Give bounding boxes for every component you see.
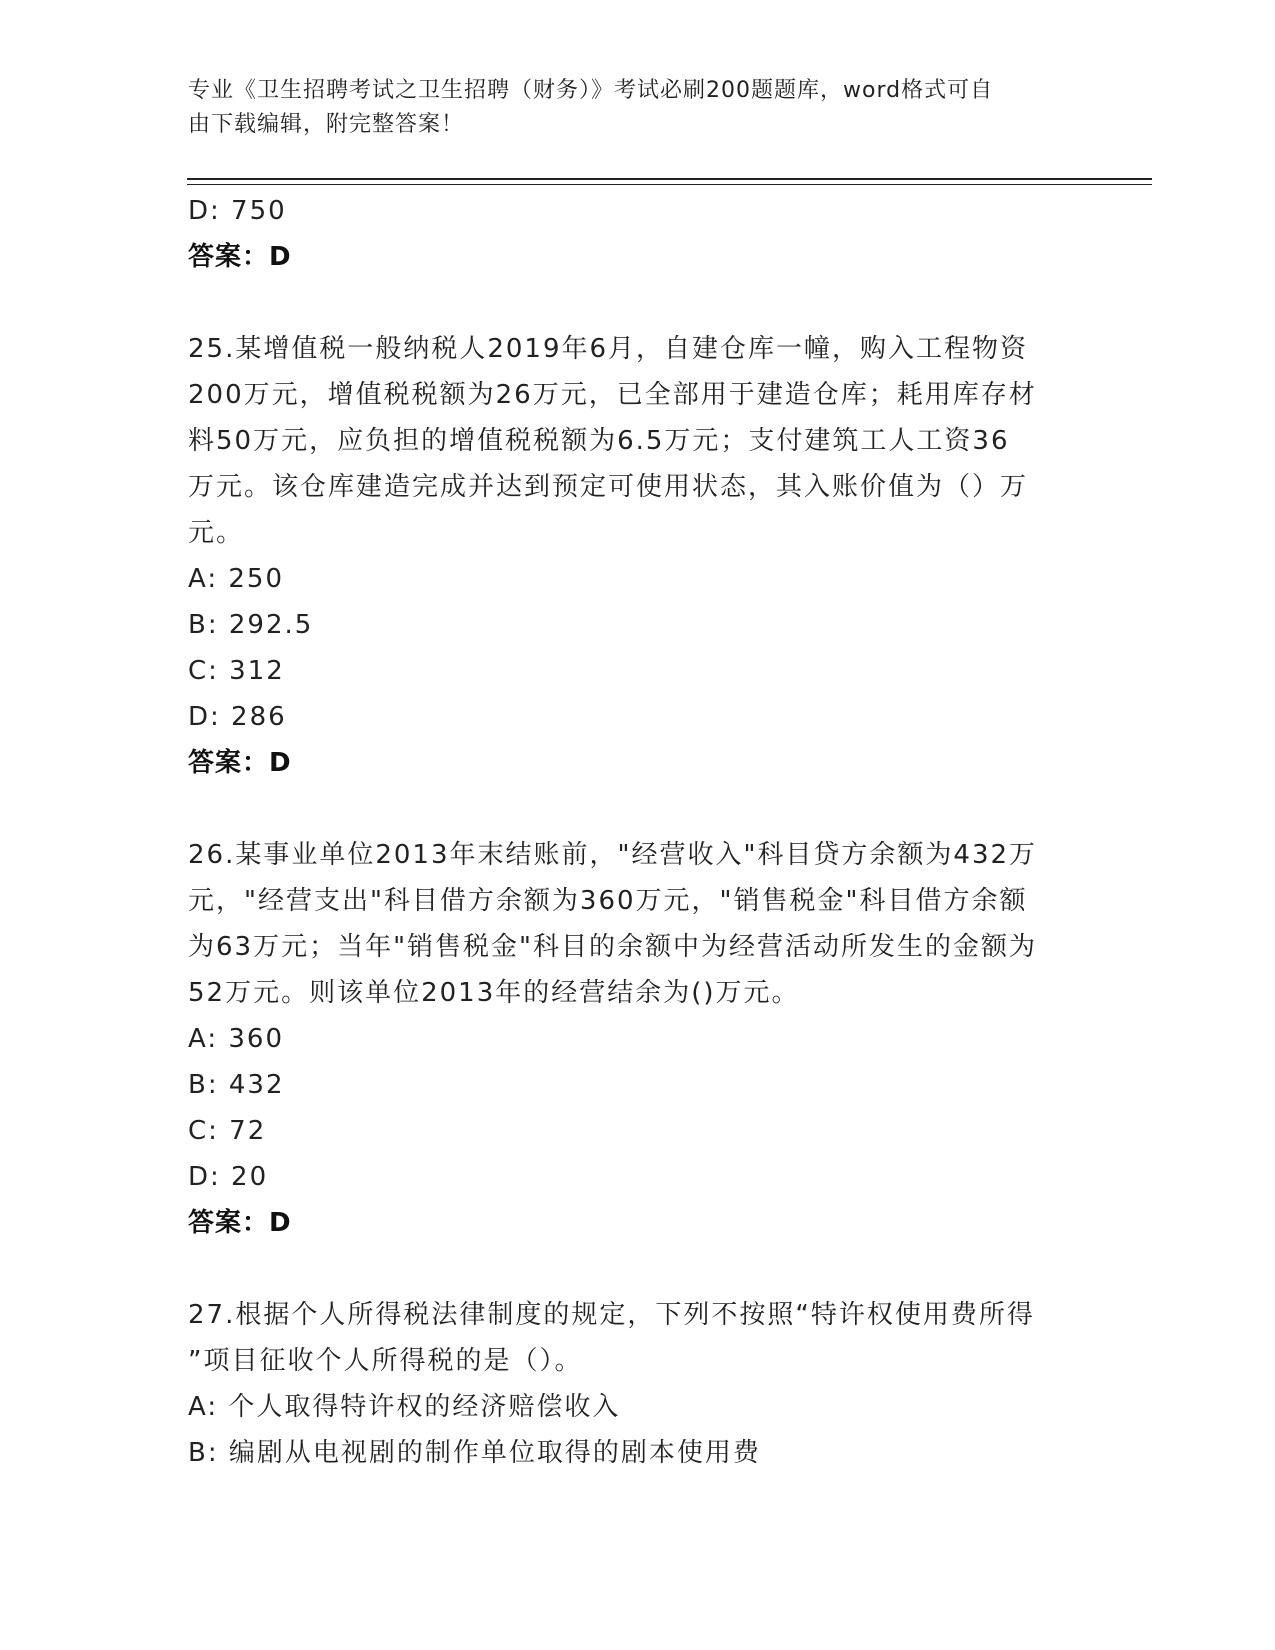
q25-stem-line: 万元。该仓库建造完成并达到预定可使用状态，其入账价值为（）万 bbox=[188, 472, 1029, 502]
q25-option-b: B: 292.5 bbox=[188, 610, 314, 640]
q26-stem-line: 26.某事业单位2013年末结账前，"经营收入"科目贷方余额为432万 bbox=[188, 840, 1038, 870]
spacer bbox=[188, 280, 1088, 326]
q26-answer: 答案：D bbox=[188, 1208, 292, 1238]
q25-stem-line: 25.某增值税一般纳税人2019年6月，自建仓库一幢，购入工程物资 bbox=[188, 334, 1029, 364]
q26-stem-line: 为63万元；当年"销售税金"科目的余额中为经营活动所发生的金额为 bbox=[188, 932, 1038, 962]
q25-stem-line: 料50万元，应负担的增值税税额为6.5万元；支付建筑工人工资36 bbox=[188, 426, 1010, 456]
header-divider-thin bbox=[187, 184, 1152, 185]
q26-stem-line: 元，"经营支出"科目借方余额为360万元，"销售税金"科目借方余额 bbox=[188, 886, 1028, 916]
question-27 bbox=[188, 1292, 1088, 1476]
q26-option-d: D: 20 bbox=[188, 1162, 269, 1192]
q26-option-c: C: 72 bbox=[188, 1116, 267, 1146]
spacer bbox=[188, 786, 1088, 832]
q27-option-a: A: 个人取得特许权的经济赔偿收入 bbox=[188, 1392, 621, 1422]
q26-option-b: B: 432 bbox=[188, 1070, 285, 1100]
q26-stem-line: 52万元。则该单位2013年的经营结余为()万元。 bbox=[188, 978, 800, 1008]
q25-stem-line: 元。 bbox=[188, 518, 245, 548]
spacer bbox=[188, 1246, 1088, 1292]
q26-option-a: A: 360 bbox=[188, 1024, 284, 1054]
q27-stem-line: ”项目征收个人所得税的是（）。 bbox=[188, 1346, 583, 1376]
question-26 bbox=[188, 832, 1088, 1246]
document-body bbox=[188, 188, 1088, 1476]
header-line-2: 由下载编辑，附完整答案！ bbox=[188, 112, 465, 137]
q25-stem-line: 200万元，增值税税额为26万元，已全部用于建造仓库；耗用库存材 bbox=[188, 380, 1037, 410]
prev-option-d: D: 750 bbox=[188, 196, 287, 226]
question-25 bbox=[188, 326, 1088, 786]
prev-answer: 答案：D bbox=[188, 242, 292, 272]
q27-stem-line: 27.根据个人所得税法律制度的规定，下列不按照“特许权使用费所得 bbox=[188, 1300, 1035, 1330]
q25-option-d: D: 286 bbox=[188, 702, 287, 732]
header-divider-thick bbox=[187, 178, 1152, 180]
header-line-1: 专业《卫生招聘考试之卫生招聘（财务）》考试必刷200题题库，word格式可自 bbox=[188, 78, 994, 103]
q25-option-c: C: 312 bbox=[188, 656, 285, 686]
q25-option-a: A: 250 bbox=[188, 564, 284, 594]
q25-answer: 答案：D bbox=[188, 748, 292, 778]
document-header bbox=[188, 74, 1068, 142]
q27-option-b: B: 编剧从电视剧的制作单位取得的剧本使用费 bbox=[188, 1438, 761, 1468]
